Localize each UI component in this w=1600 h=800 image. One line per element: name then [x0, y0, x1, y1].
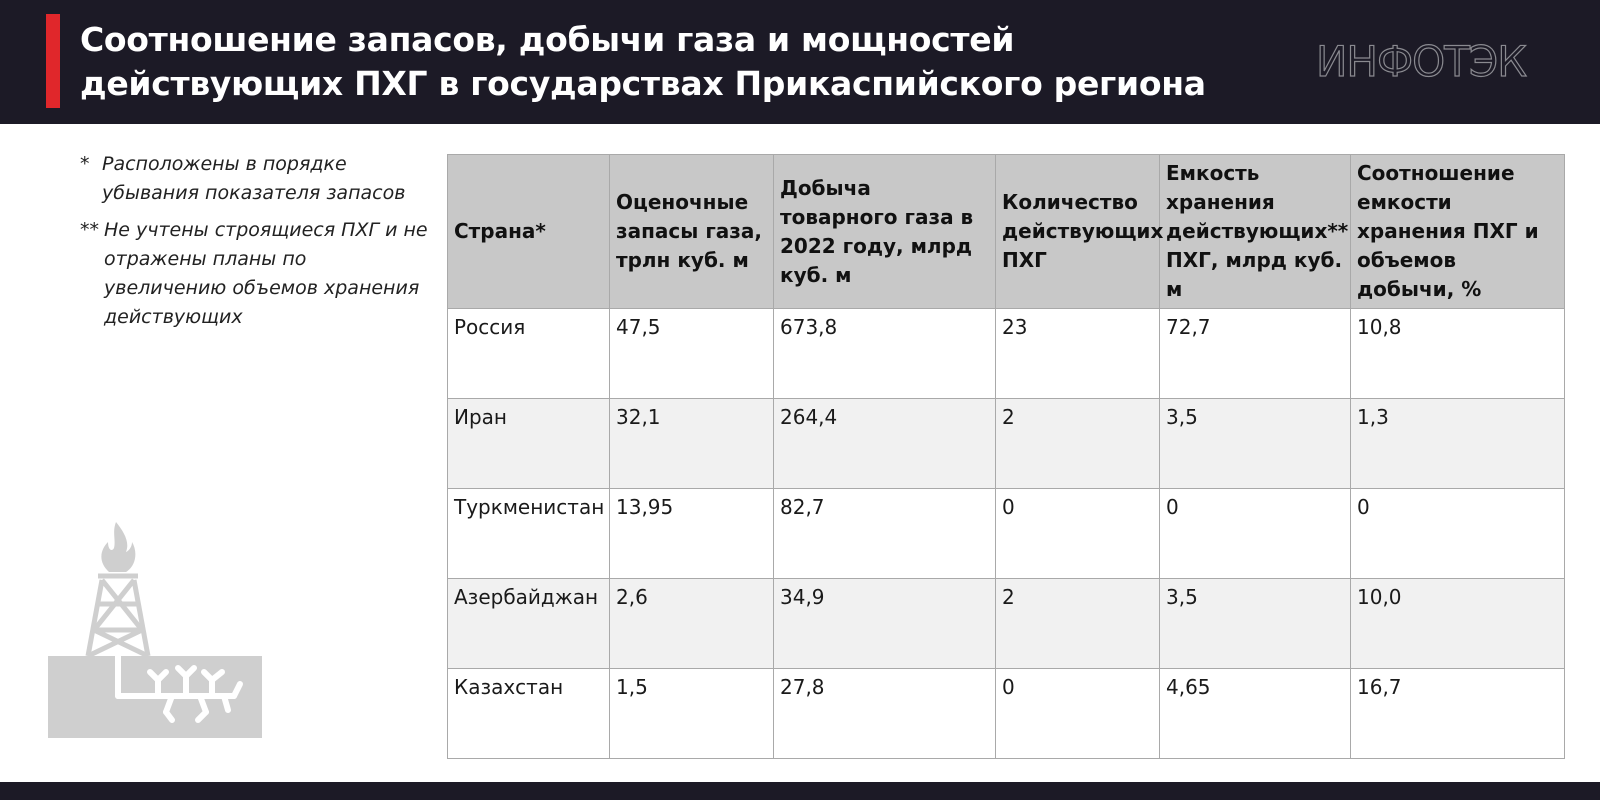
footnote-1-mark: *	[80, 153, 90, 175]
title-line-2: действующих ПХГ в государствах Прикаспийского региона	[80, 64, 1206, 103]
table-cell: 0	[996, 669, 1160, 759]
footnote-1	[80, 150, 430, 208]
table-cell: 4,65	[1160, 669, 1351, 759]
table-cell: 2	[996, 579, 1160, 669]
table-cell: 34,9	[774, 579, 996, 669]
table-cell: 0	[1160, 489, 1351, 579]
table-cell: 2	[996, 399, 1160, 489]
footnote-2	[80, 216, 430, 332]
table-row	[448, 489, 1565, 579]
page-title	[80, 18, 1240, 106]
table-body	[448, 309, 1565, 759]
table-cell: 82,7	[774, 489, 996, 579]
table-header-row	[448, 155, 1565, 309]
table-cell: Казахстан	[448, 669, 610, 759]
table-cell: 2,6	[610, 579, 774, 669]
table-cell: 13,95	[610, 489, 774, 579]
table-cell: 264,4	[774, 399, 996, 489]
table-cell: 72,7	[1160, 309, 1351, 399]
table-cell: Азербайджан	[448, 579, 610, 669]
table-row	[448, 669, 1565, 759]
footnotes	[80, 150, 430, 340]
logo-text: ИНФОТЭК	[1316, 40, 1527, 84]
table-cell: 10,8	[1351, 309, 1565, 399]
footnote-1-text: Расположены в порядке убывания показателя запасов	[102, 153, 406, 204]
table-row	[448, 309, 1565, 399]
title-line-1: Соотношение запасов, добычи газа и мощностей	[80, 20, 1015, 59]
table-cell: 32,1	[610, 399, 774, 489]
footnote-2-mark: **	[80, 219, 99, 241]
column-header: Количество действующих ПХГ	[996, 155, 1160, 309]
column-header: Оценочные запасы газа, трлн куб. м	[610, 155, 774, 309]
column-header: Страна*	[448, 155, 610, 309]
table-cell: Россия	[448, 309, 610, 399]
table-row	[448, 579, 1565, 669]
table-cell: 0	[1351, 489, 1565, 579]
table-cell: 16,7	[1351, 669, 1565, 759]
table-cell: Туркменистан	[448, 489, 610, 579]
table-cell: 3,5	[1160, 579, 1351, 669]
data-table-wrapper	[447, 154, 1564, 759]
footnote-2-text: Не учтены строящиеся ПХГ и не отражены планы по увеличению объемов хранения действующих	[104, 219, 428, 328]
table-cell: 23	[996, 309, 1160, 399]
table-cell: 673,8	[774, 309, 996, 399]
table-cell: 10,0	[1351, 579, 1565, 669]
table-cell: 27,8	[774, 669, 996, 759]
gas-derrick-storage-icon	[46, 520, 268, 752]
accent-stripe	[46, 14, 60, 108]
table-cell: 3,5	[1160, 399, 1351, 489]
table-row	[448, 399, 1565, 489]
table-cell: 1,3	[1351, 399, 1565, 489]
header-bar	[0, 0, 1600, 124]
table-cell: Иран	[448, 399, 610, 489]
logo	[1316, 40, 1554, 84]
footer-bar	[0, 782, 1600, 800]
column-header: Емкость хранения действующих** ПХГ, млрд куб. м	[1160, 155, 1351, 309]
table-cell: 47,5	[610, 309, 774, 399]
column-header: Соотношение емкости хранения ПХГ и объемов добычи, %	[1351, 155, 1565, 309]
column-header: Добыча товарного газа в 2022 году, млрд куб. м	[774, 155, 996, 309]
gas-reserves-table	[447, 154, 1565, 759]
table-cell: 1,5	[610, 669, 774, 759]
table-cell: 0	[996, 489, 1160, 579]
